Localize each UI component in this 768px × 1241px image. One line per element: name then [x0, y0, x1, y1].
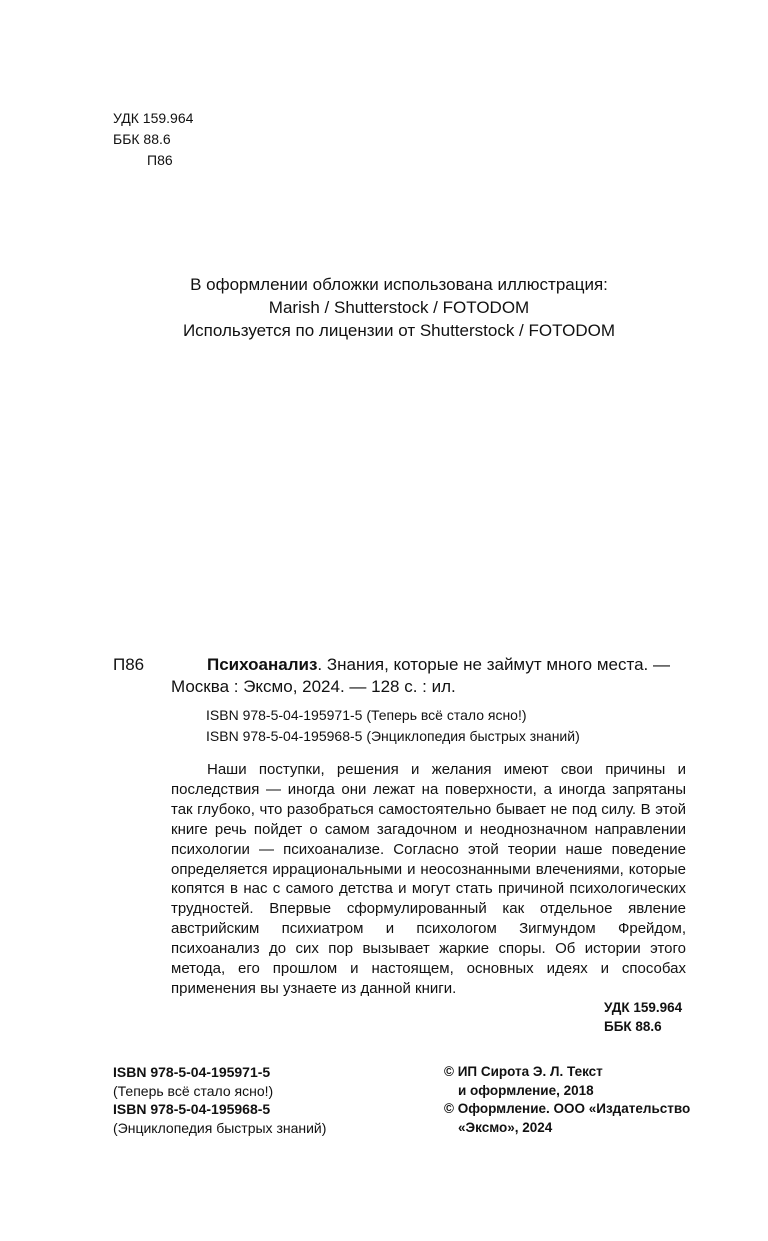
isbn-line: ISBN 978-5-04-195968-5 (Энциклопедия быстрых знаний) [206, 728, 580, 744]
isbn-number: ISBN 978-5-04-195971-5 [113, 1064, 271, 1080]
abstract-paragraph: Наши поступки, решения и желания имеют свои причины и последствия — иногда они лежат на поверхности, а иногда запрятаны так глубоко, что разобраться самостоятельно бывает не под силу. В этой книге речь пойдет о самом загадочном и неоднозначном направлении психологии — психоанализе. Согласно этой теории наше поведение определяется иррациональными и неосознанными влечениями, которые копятся в нас с самого детства и могут стать причиной психологических трудностей. Впервые сформулированный как отдельное явление австрийским психиатром и психологом Зигмундом Фрейдом, психоанализ до сих пор вызывает жаркие споры. Об истории этого метода, его прошлом и настоящем, основных идеях и способах применения вы узнаете из данной книги. [171, 761, 686, 997]
udk-code: УДК 159.964 [604, 1000, 683, 1015]
credit-line: В оформлении обложки использована иллюстрация: [190, 275, 608, 294]
bbk-code: ББК 88.6 [113, 131, 171, 147]
entry-author-sign: П86 [113, 655, 145, 674]
classification-block-bottom [604, 998, 682, 1036]
credit-line: Используется по лицензии от Shutterstock / FOTODOM [182, 321, 616, 340]
isbn-block-bottom [113, 1063, 326, 1137]
publication-info: Москва : Эксмо, 2024. — 128 с. : ил. [171, 677, 456, 696]
isbn-line: ISBN 978-5-04-195971-5 (Теперь всё стало ясно!) [206, 707, 527, 723]
classification-block-top [113, 108, 193, 171]
copyright-line: и оформление, 2018 [458, 1082, 594, 1098]
bbk-code: ББК 88.6 [604, 1019, 662, 1034]
copyright-line: © ИП Сирота Э. Л. Текст [444, 1064, 603, 1079]
series-name: (Энциклопедия быстрых знаний) [113, 1119, 327, 1136]
title-subtitle: . Знания, которые не займут много места. — [317, 655, 670, 674]
udk-code: УДК 159.964 [113, 110, 194, 126]
copyright-block [444, 1063, 690, 1137]
copyright-line: «Эксмо», 2024 [458, 1119, 553, 1135]
credit-line: Marish / Shutterstock / FOTODOM [268, 298, 530, 317]
cover-credits [0, 273, 768, 342]
title-line [171, 654, 691, 676]
book-title: Психоанализ [207, 655, 318, 674]
bibliographic-entry [171, 654, 691, 698]
isbn-list [206, 705, 580, 747]
author-sign: П86 [147, 152, 173, 168]
series-name: (Теперь всё стало ясно!) [113, 1082, 274, 1099]
isbn-number: ISBN 978-5-04-195968-5 [113, 1101, 271, 1117]
copyright-line: © Оформление. ООО «Издательство [444, 1101, 691, 1116]
